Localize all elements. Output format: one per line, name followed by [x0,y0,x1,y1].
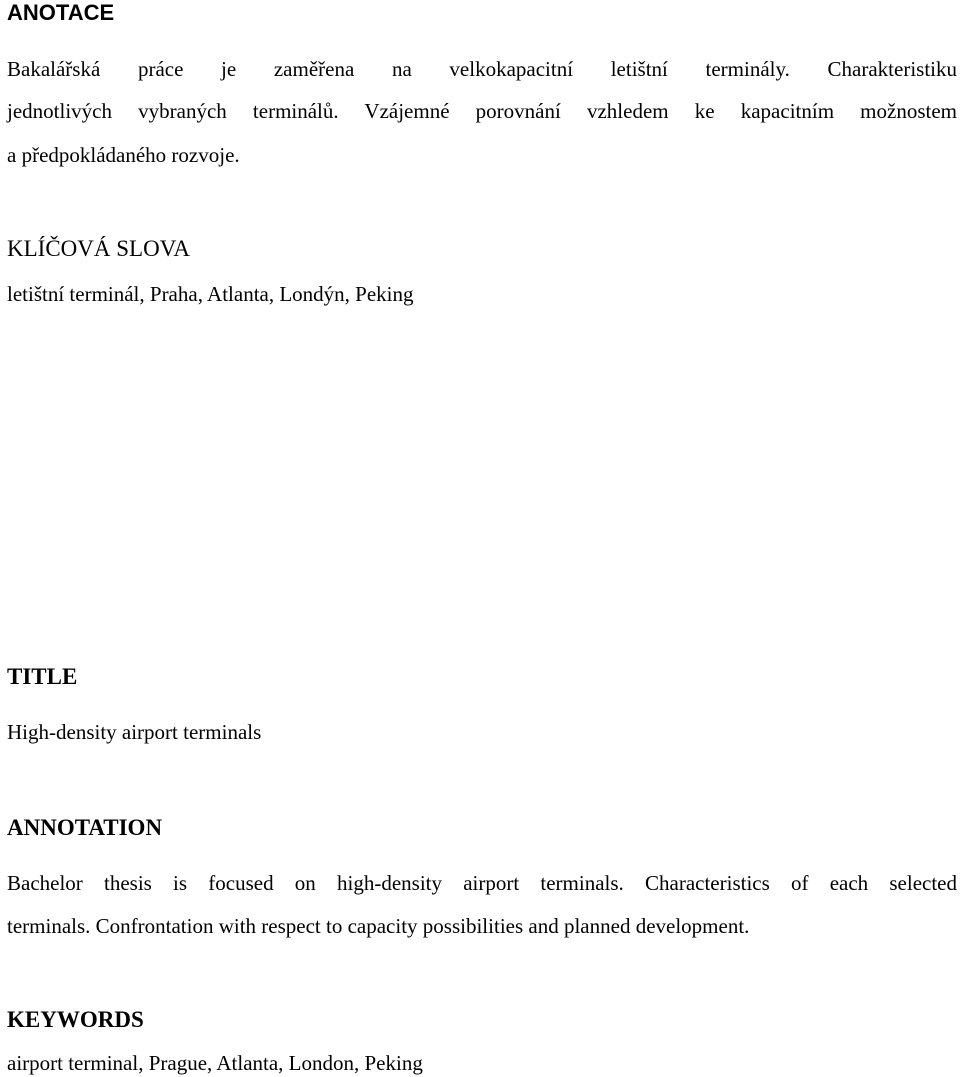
anotace-line-2: jednotlivých vybraných terminálů. Vzájemné porovnání vzhledem ke kapacitním možnostem [7,99,957,123]
anotace-line-3: a předpokládaného rozvoje. [7,143,240,167]
annotation-line-1: Bachelor thesis is focused on high-density airport terminals. Characteristics of each selected [7,871,957,895]
klicova-slova-text: letištní terminál, Praha, Atlanta, Londýn, Peking [7,282,414,306]
anotace-line-1: Bakalářská práce je zaměřena na velkokapacitní letištní terminály. Charakteristiku [7,57,957,81]
keywords-heading: KEYWORDS [7,1007,144,1032]
anotace-heading: ANOTACE [7,0,115,25]
annotation-line-2: terminals. Confrontation with respect to capacity possibilities and planned development. [7,914,750,938]
title-heading: TITLE [7,664,78,689]
keywords-text: airport terminal, Prague, Atlanta, London, Peking [7,1051,423,1075]
annotation-heading: ANNOTATION [7,815,163,840]
klicova-slova-heading: KLÍČOVÁ SLOVA [7,236,190,261]
title-text: High-density airport terminals [7,720,262,744]
